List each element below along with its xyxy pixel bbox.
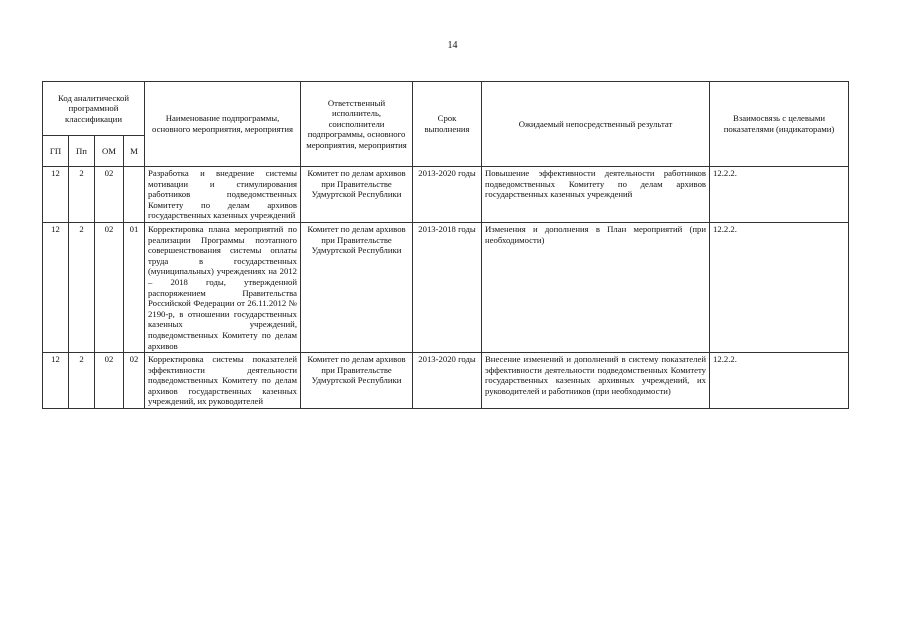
cell-pp: 2 <box>69 167 95 223</box>
cell-relation: 12.2.2. <box>710 222 849 352</box>
cell-om: 02 <box>95 167 124 223</box>
cell-result: Внесение изменений и дополнений в систему показателей эффективности деятельности подведомственных Комитету государственных казенных архивных учреждений, их руководителей и работников (при необходимости) <box>482 353 710 409</box>
table-row <box>43 353 849 409</box>
cell-result: Изменения и дополнения в План мероприятий (при необходимости) <box>482 222 710 352</box>
cell-term: 2013-2020 годы <box>413 167 482 223</box>
header-pp: Пп <box>69 136 95 167</box>
cell-responsible: Комитет по делам архивов при Правительстве Удмуртской Республики <box>301 353 413 409</box>
cell-gp: 12 <box>43 353 69 409</box>
cell-name: Разработка и внедрение системы мотивации и стимулирования работников подведомственных Комитету по делам архивов государственных казенных учреждений <box>145 167 301 223</box>
cell-relation: 12.2.2. <box>710 167 849 223</box>
header-term: Срок выполнения <box>413 82 482 167</box>
cell-responsible: Комитет по делам архивов при Правительстве Удмуртской Республики <box>301 167 413 223</box>
cell-name: Корректировка системы показателей эффективности деятельности подведомственных Комитету по делам архивов государственных казенных учреждений, их руководителей <box>145 353 301 409</box>
cell-term: 2013-2018 годы <box>413 222 482 352</box>
cell-pp: 2 <box>69 222 95 352</box>
header-result: Ожидаемый непосредственный результат <box>482 82 710 167</box>
cell-name: Корректировка плана мероприятий по реализации Программы поэтапного совершенствования системы оплаты труда в государственных (муниципальных) учреждениях на 2012 – 2018 годы, утвержденной распоряжением Правительства Российской Федерации от 26.11.2012 № 2190-р, в отношении государственных казенных учреждений, подведомственных Комитету по делам архивов <box>145 222 301 352</box>
activities-table <box>42 81 849 409</box>
cell-m: 01 <box>124 222 145 352</box>
cell-m: 02 <box>124 353 145 409</box>
cell-result: Повышение эффективности деятельности работников подведомственных Комитету по делам архивов государственных казенных учреждений <box>482 167 710 223</box>
header-code-group: Код аналитической программной классификации <box>43 82 145 136</box>
cell-pp: 2 <box>69 353 95 409</box>
page-number: 14 <box>447 40 458 51</box>
header-relation: Взаимосвязь с целевыми показателями (индикаторами) <box>710 82 849 167</box>
table-row <box>43 167 849 223</box>
cell-om: 02 <box>95 222 124 352</box>
cell-m <box>124 167 145 223</box>
header-gp: ГП <box>43 136 69 167</box>
cell-relation: 12.2.2. <box>710 353 849 409</box>
header-om: ОМ <box>95 136 124 167</box>
cell-responsible: Комитет по делам архивов при Правительстве Удмуртской Республики <box>301 222 413 352</box>
header-m: М <box>124 136 145 167</box>
table-row <box>43 222 849 352</box>
cell-term: 2013-2020 годы <box>413 353 482 409</box>
header-name: Наименование подпрограммы, основного мероприятия, мероприятия <box>145 82 301 167</box>
cell-gp: 12 <box>43 222 69 352</box>
header-responsible: Ответственный исполнитель, соисполнители подпрограммы, основного мероприятия, мероприятия <box>301 82 413 167</box>
cell-om: 02 <box>95 353 124 409</box>
cell-gp: 12 <box>43 167 69 223</box>
